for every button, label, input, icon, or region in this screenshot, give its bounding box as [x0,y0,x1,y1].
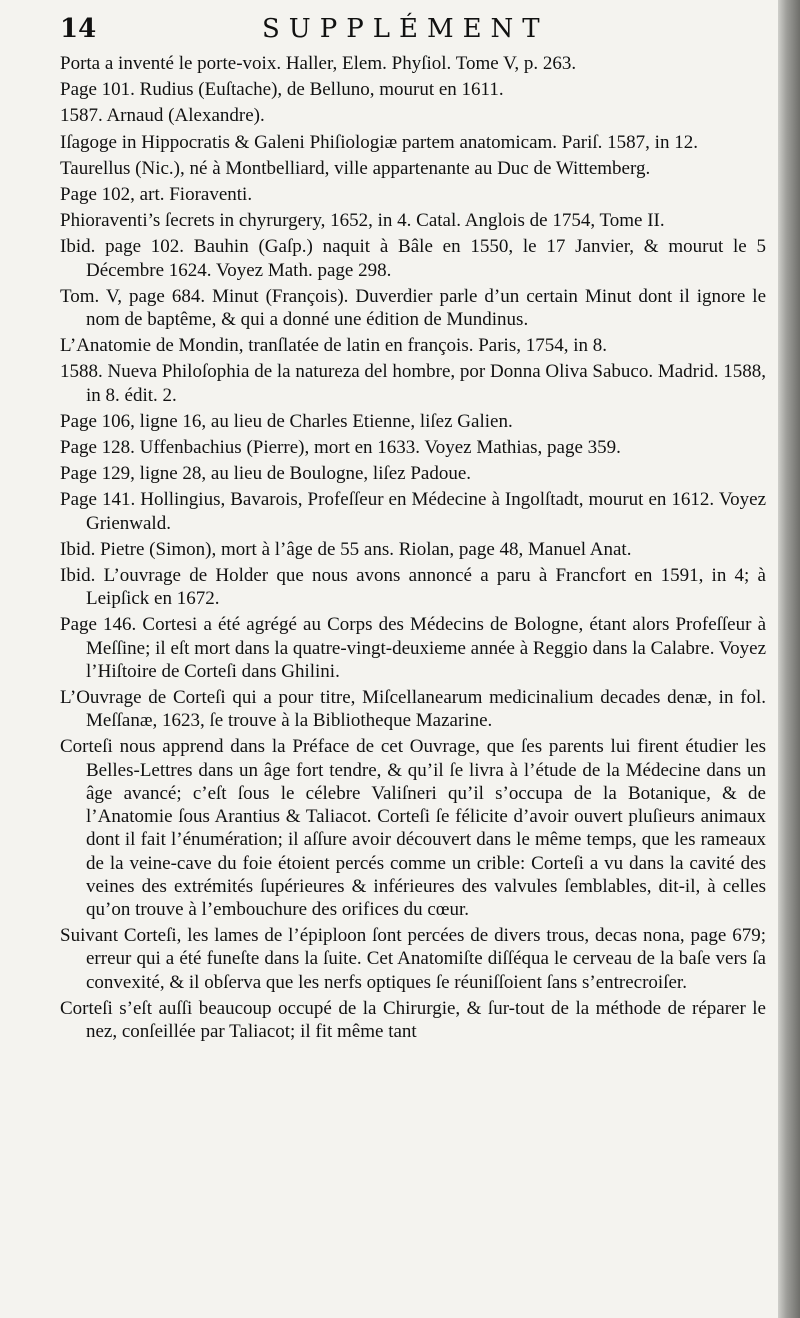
running-title: SUPPLÉMENT [262,14,549,44]
entry-phioraventi-secrets: Phioraventi’s ſecrets in chyrurgery, 1652, in 4. Catal. Anglois de 1754, Tome II. [60,210,665,232]
entry-cortesi: Page 146. Cortesi a été agrégé au Corps des Médecins de Bologne, étant alors Profeſſeur à Meſſine; il eſt mort dans la quatre-vingt-deuxieme année à Reggio dans la Calabre. Voyez l’Hiſtoire de Corteſi dans Ghilini. [60,614,766,682]
entry-isagoge: Iſagoge in Hippocratis & Galeni Phiſiologiæ partem anatomicam. Pariſ. 1587, in 12. [60,131,698,153]
page-edge-shadow [778,0,800,1318]
entry-hollingius: Page 141. Hollingius, Bavarois, Profeſſeur en Médecine à Ingolſtadt, mourut en 1612. Voyez Grienwald. [60,489,766,534]
entry-uffenbachius: Page 128. Uffenbachius (Pierre), mort en 1633. Voyez Mathias, page 359. [60,437,621,459]
entry-bauhin: Ibid. page 102. Bauhin (Gaſp.) naquit à Bâle en 1550, le 17 Janvier, & mourut le 5 Décembre 1624. Voyez Math. page 298. [60,236,766,281]
page-number: 14 [60,14,97,44]
page-header [0,0,778,48]
entry-fioraventi: Page 102, art. Fioraventi. [60,184,253,206]
entry-arnaud: 1587. Arnaud (Alexandre). [60,105,265,127]
entry-porta: Porta a inventé le porte-voix. Haller, Elem. Phyſiol. Tome V, p. 263. [60,53,577,74]
entry-anatomie-mondin: L’Anatomie de Mondin, tranſlatée de latin en françois. Paris, 1754, in 8. [60,335,608,357]
page-body [60,52,766,1046]
entry-chirurgie: Corteſi s’eſt auſſi beaucoup occupé de la Chirurgie, & ſur-tout de la méthode de réparer le nez, conſeillée par Taliacot; il fit même tant [60,997,766,1042]
entry-holder: Ibid. L’ouvrage de Holder que nous avons annoncé a paru à Francfort en 1591, in 4; à Leipſick en 1672. [60,565,766,610]
entry-rudius: Page 101. Rudius (Euſtache), de Belluno, mourut en 1611. [60,79,504,101]
entry-page-106: Page 106, ligne 16, au lieu de Charles Etienne, liſez Galien. [60,410,513,432]
entry-minut: Tom. V, page 684. Minut (François). Duverdier parle d’un certain Minut dont il ignore le nom de baptême, & qui a donné une édition de Mundinus. [60,285,766,331]
entry-cortesi-preface: Corteſi nous apprend dans la Préface de cet Ouvrage, que ſes parents lui firent étudier les Belles-Lettres dans un âge fort tendre, & qu’il ſe livra à l’étude de la Médecine dans un âge avancé; c’eſt ſous le célebre Valiſneri qu’il s’occupa de la Botanique, & de l’Anatomie ſous Arantius & Taliacot. Corteſi ſe félicite d’avoir ouvert pluſieurs animaux dont il fait l’énumération; il aſſure avoir découvert dans le même temps, que les rameaux de la veine-cave du foie étoient percés comme un crible: Corteſi a vu dans la cavité des veines des extrémités ſupérieures & inférieures des valvules ſemblables, dit-il, à celles qu’on trouve à l’embouchure des orifices du cœur. [60,736,766,920]
entry-pietre: Ibid. Pietre (Simon), mort à l’âge de 55 ans. Riolan, page 48, Manuel Anat. [60,538,632,560]
entry-taurellus: Taurellus (Nic.), né à Montbelliard, ville appartenante au Duc de Wittemberg. [60,157,651,179]
entry-cortesi-ouvrage: L’Ouvrage de Corteſi qui a pour titre, Miſcellanearum medicinalium decades denæ, in fol. Meſſanæ, 1623, ſe trouve à la Bibliotheque Mazarine. [60,687,766,732]
entry-sabuco: 1588. Nueva Philoſophia de la natureza del hombre, por Donna Oliva Sabuco. Madrid. 1588, in 8. édit. 2. [60,361,766,406]
entry-page-129: Page 129, ligne 28, au lieu de Boulogne, liſez Padoue. [60,463,472,485]
entry-epiploon: Suivant Corteſi, les lames de l’épiploon ſont percées de divers trous, decas nona, page 679; erreur qui a été funeſte dans la ſuite. Cet Anatomiſte diſſéqua le cerveau de la baſe vers ſa convexité, & il obſerva que les nerfs optiques ſe réuniſſoient ſans s’entrecroiſer. [60,925,766,993]
